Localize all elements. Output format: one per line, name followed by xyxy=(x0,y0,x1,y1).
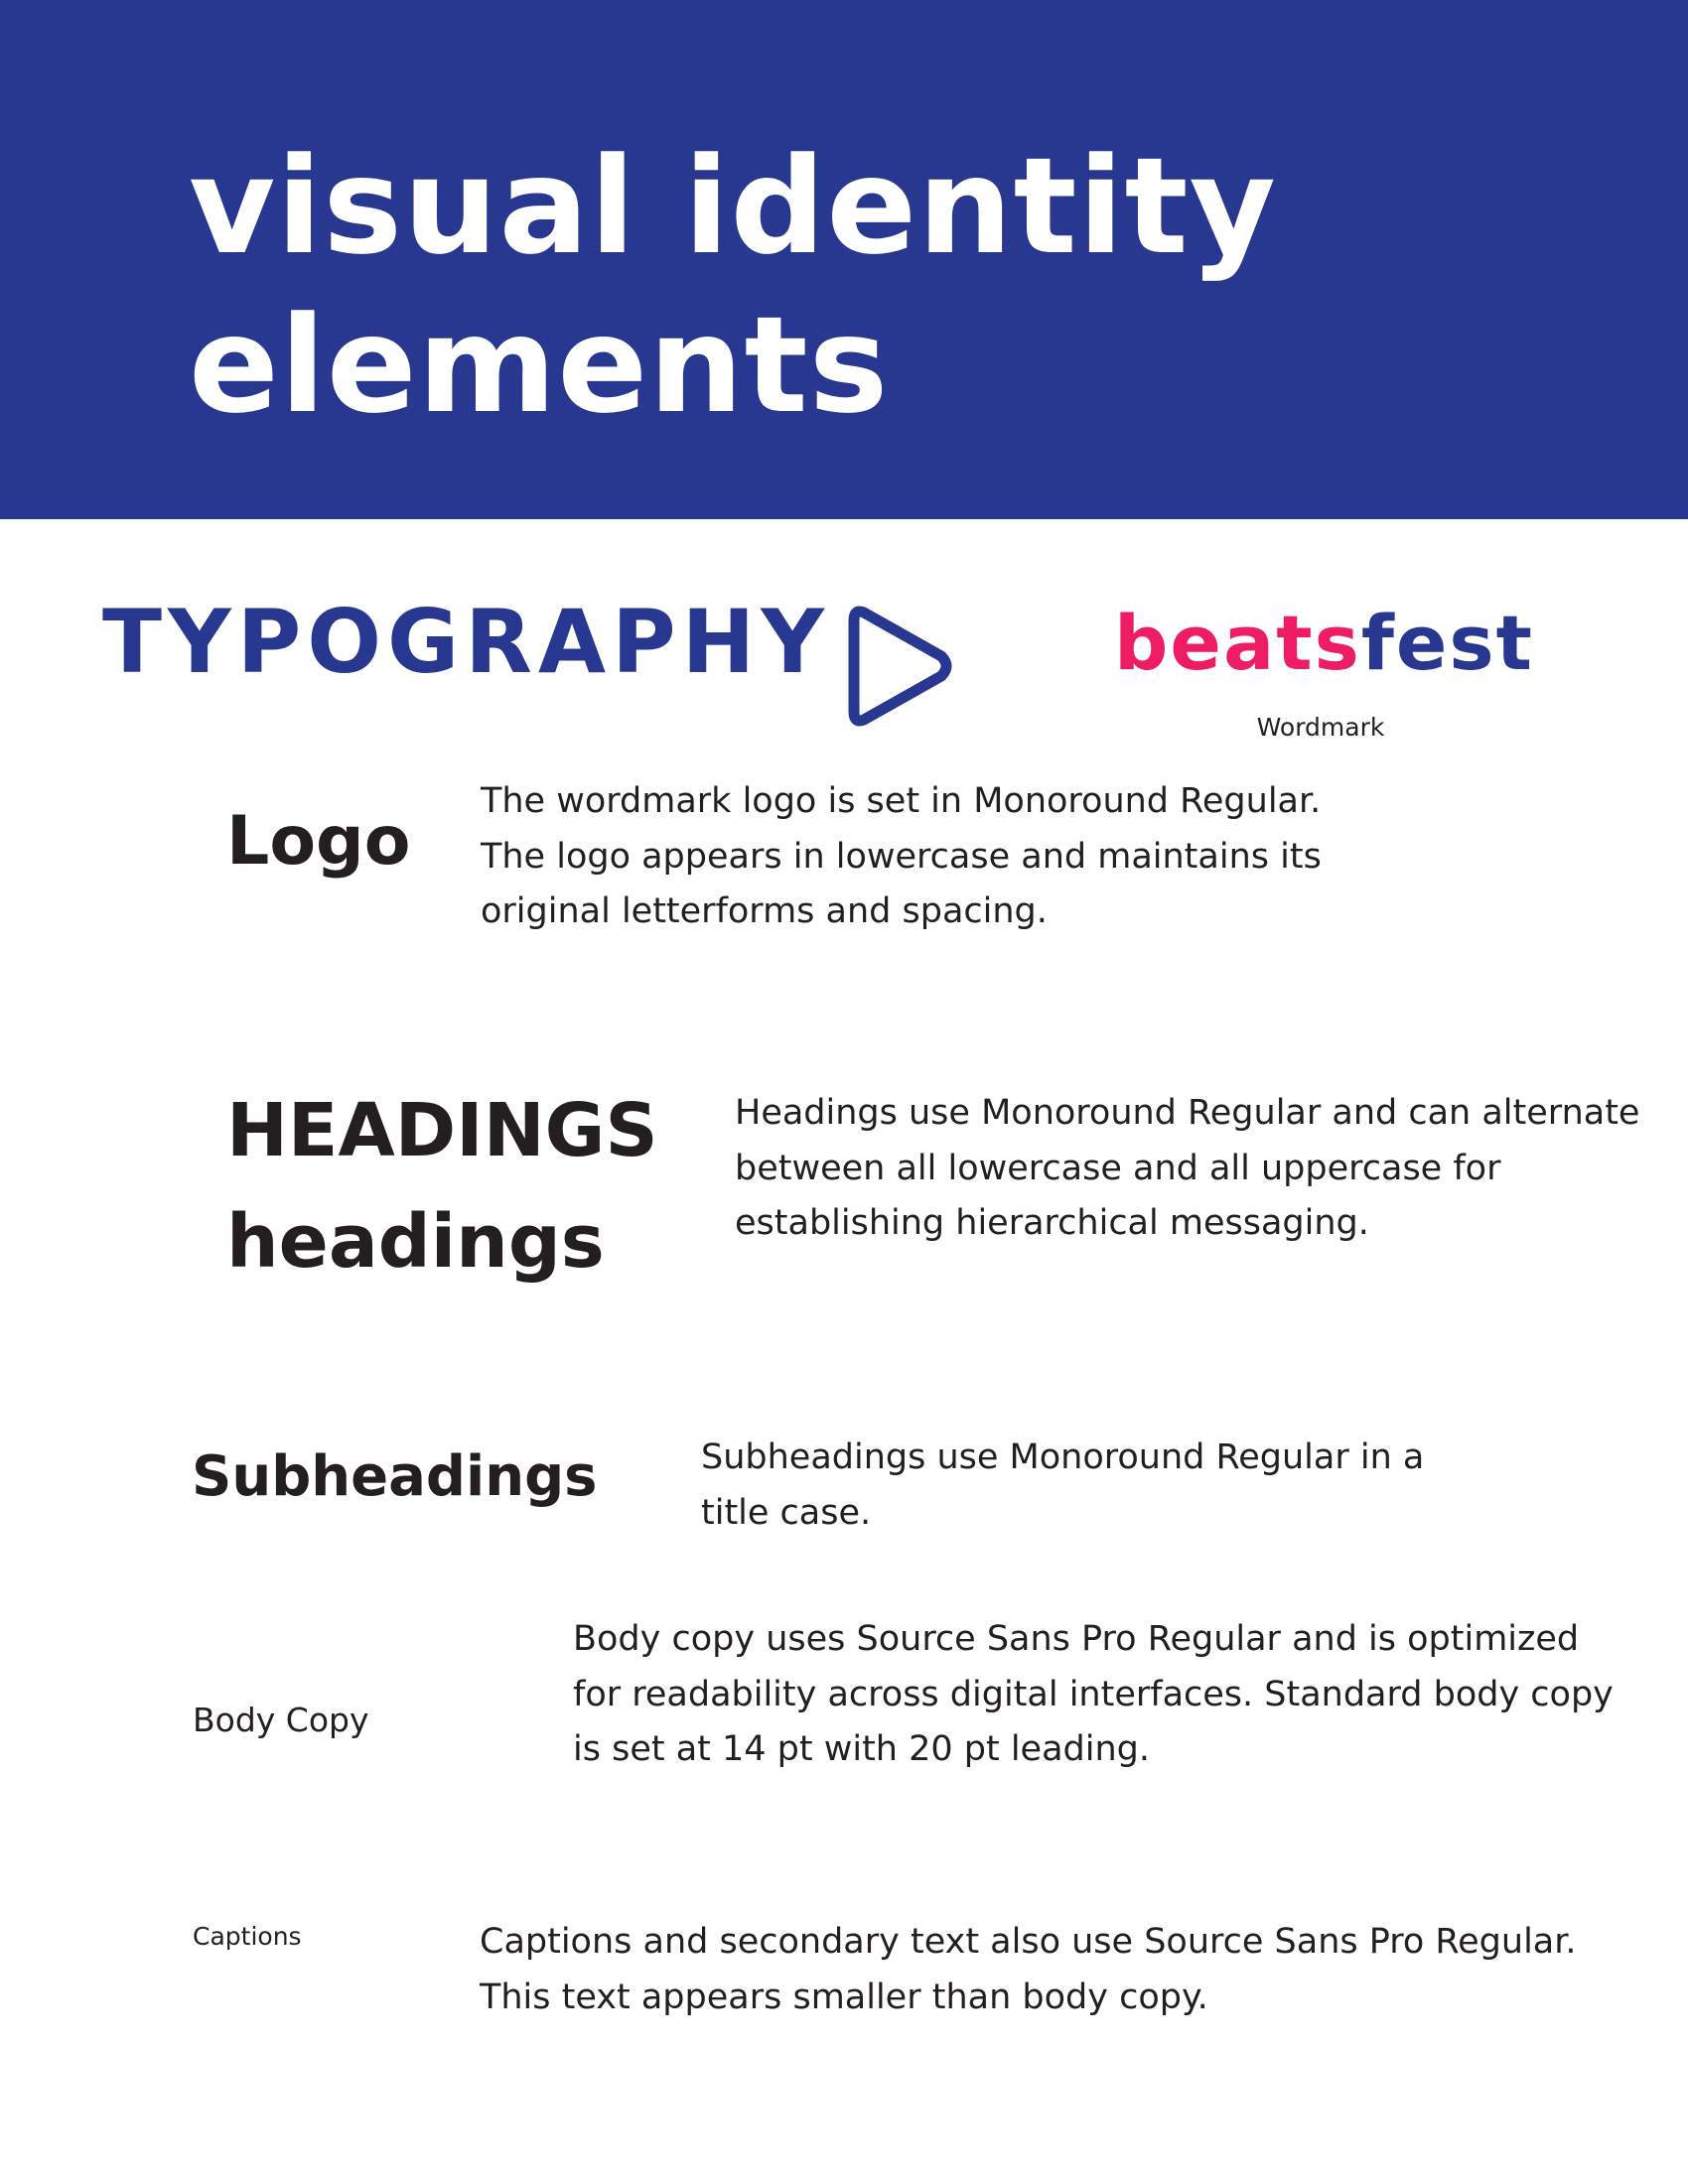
wordmark-part-1: beats xyxy=(1114,599,1361,687)
play-icon xyxy=(846,601,957,732)
logo-description: The wordmark logo is set in Monoround Regular. The logo appears in lowercase and maintains its original letterforms and spacing. xyxy=(481,781,1322,931)
wordmark-logo xyxy=(1114,594,1534,693)
section-title: TYPOGRAPHY xyxy=(102,591,831,693)
subheadings-description: Subheadings use Monoround Regular in a title case. xyxy=(701,1437,1425,1533)
subheadings-label: Subheadings xyxy=(192,1444,598,1509)
page-title xyxy=(189,127,1277,445)
body-copy-description: Body copy uses Source Sans Pro Regular and is optimized for readability across digital interfaces. Standard body copy is set at 14 pt with 20 pt leading. xyxy=(573,1619,1614,1769)
page-title-line-2: elements xyxy=(189,288,890,443)
captions-description: Captions and secondary text also use Source Sans Pro Regular. This text appears smaller than body copy. xyxy=(480,1922,1577,2017)
headings-label-lower: headings xyxy=(226,1199,605,1285)
wordmark-caption: Wordmark xyxy=(1256,713,1385,742)
header-banner xyxy=(0,0,1688,519)
wordmark-part-2: fest xyxy=(1360,599,1534,687)
headings-label-upper: HEADINGS xyxy=(226,1088,658,1173)
headings-label xyxy=(226,1075,658,1297)
captions-label: Captions xyxy=(193,1922,302,1951)
page-title-line-1: visual identity xyxy=(189,129,1277,284)
body-copy-label: Body Copy xyxy=(193,1701,369,1739)
headings-description: Headings use Monoround Regular and can alternate between all lowercase and all uppercase for establishing hierarchical messaging. xyxy=(735,1093,1640,1243)
logo-label: Logo xyxy=(226,802,411,881)
